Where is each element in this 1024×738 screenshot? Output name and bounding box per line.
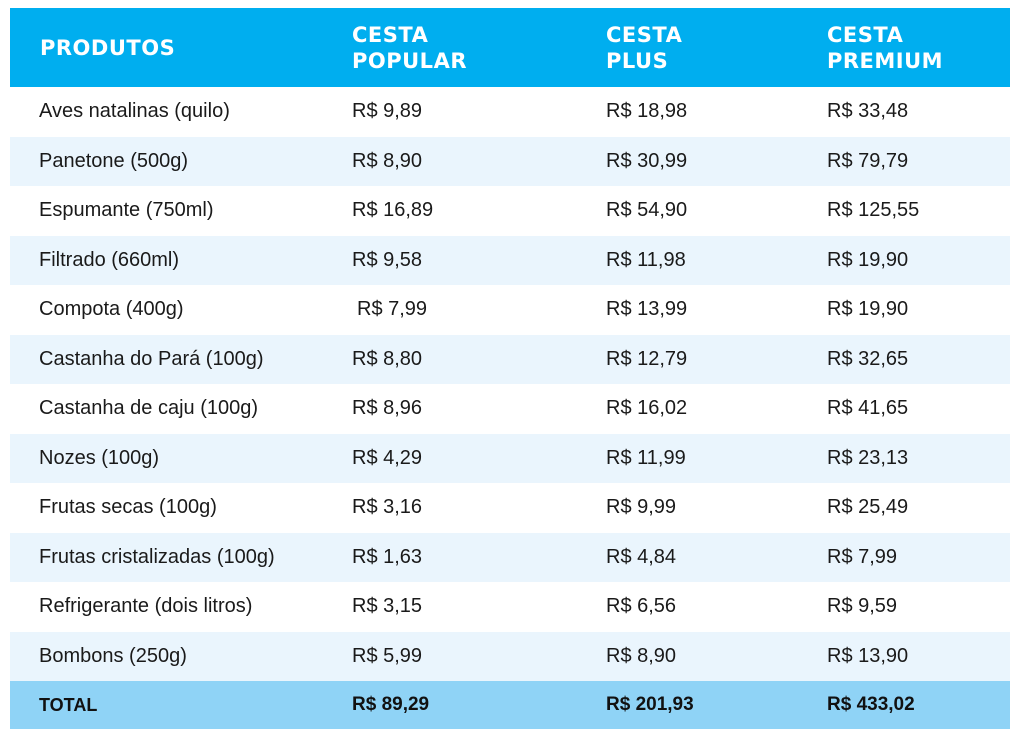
price-popular: R$ 8,96: [352, 384, 606, 434]
product-name: Frutas secas (100g): [10, 483, 352, 533]
product-name: Filtrado (660ml): [10, 236, 352, 286]
price-premium: R$ 13,90: [827, 632, 1010, 682]
price-plus: R$ 11,99: [606, 434, 827, 484]
price-popular: R$ 3,16: [352, 483, 606, 533]
price-plus: R$ 16,02: [606, 384, 827, 434]
price-premium: R$ 23,13: [827, 434, 1010, 484]
price-premium: R$ 125,55: [827, 186, 1010, 236]
price-plus: R$ 54,90: [606, 186, 827, 236]
price-premium: R$ 7,99: [827, 533, 1010, 583]
total-popular: R$ 89,29: [352, 681, 606, 729]
table-row: [10, 285, 1010, 335]
price-plus: R$ 30,99: [606, 137, 827, 187]
price-popular: R$ 1,63: [352, 533, 606, 583]
price-premium: R$ 41,65: [827, 384, 1010, 434]
total-label: TOTAL: [10, 681, 352, 729]
product-name: Aves natalinas (quilo): [10, 87, 352, 137]
price-popular: R$ 7,99: [352, 285, 606, 335]
header-cesta-popular: [352, 8, 606, 87]
price-popular: R$ 4,29: [352, 434, 606, 484]
table-row: [10, 236, 1010, 286]
total-premium: R$ 433,02: [827, 681, 1010, 729]
price-premium: R$ 9,59: [827, 582, 1010, 632]
price-premium: R$ 19,90: [827, 236, 1010, 286]
product-name: Castanha do Pará (100g): [10, 335, 352, 385]
total-row: [10, 681, 1010, 729]
price-premium: R$ 79,79: [827, 137, 1010, 187]
price-premium: R$ 32,65: [827, 335, 1010, 385]
total-plus: R$ 201,93: [606, 681, 827, 729]
table-footer: [10, 681, 1010, 729]
price-premium: R$ 25,49: [827, 483, 1010, 533]
table-body: [10, 87, 1010, 681]
product-name: Bombons (250g): [10, 632, 352, 682]
table-row: [10, 137, 1010, 187]
product-name: Refrigerante (dois litros): [10, 582, 352, 632]
price-plus: R$ 13,99: [606, 285, 827, 335]
price-popular: R$ 3,15: [352, 582, 606, 632]
header-cesta-plus-line1: CESTA: [606, 22, 683, 47]
price-comparison-table: [10, 8, 1010, 729]
price-table-container: [10, 8, 1010, 729]
product-name: Espumante (750ml): [10, 186, 352, 236]
header-cesta-premium: [827, 8, 1010, 87]
table-row: [10, 384, 1010, 434]
product-name: Compota (400g): [10, 285, 352, 335]
price-plus: R$ 6,56: [606, 582, 827, 632]
table-row: [10, 582, 1010, 632]
table-row: [10, 483, 1010, 533]
header-cesta-plus-line2: PLUS: [606, 48, 669, 73]
price-plus: R$ 4,84: [606, 533, 827, 583]
table-row: [10, 533, 1010, 583]
price-plus: R$ 18,98: [606, 87, 827, 137]
price-plus: R$ 8,90: [606, 632, 827, 682]
table-row: [10, 434, 1010, 484]
price-popular: R$ 8,80: [352, 335, 606, 385]
header-produtos-label: PRODUTOS: [40, 35, 176, 60]
table-header: [10, 8, 1010, 87]
product-name: Nozes (100g): [10, 434, 352, 484]
header-cesta-premium-line1: CESTA: [827, 22, 904, 47]
table-row: [10, 186, 1010, 236]
product-name: Frutas cristalizadas (100g): [10, 533, 352, 583]
price-popular: R$ 16,89: [352, 186, 606, 236]
header-cesta-premium-line2: PREMIUM: [827, 48, 944, 73]
table-row: [10, 335, 1010, 385]
header-row: [10, 8, 1010, 87]
price-popular: R$ 8,90: [352, 137, 606, 187]
header-cesta-plus: [606, 8, 827, 87]
table-row: [10, 632, 1010, 682]
price-plus: R$ 9,99: [606, 483, 827, 533]
price-popular: R$ 9,89: [352, 87, 606, 137]
header-cesta-popular-line2: POPULAR: [352, 48, 467, 73]
price-popular: R$ 5,99: [352, 632, 606, 682]
price-premium: R$ 19,90: [827, 285, 1010, 335]
price-popular: R$ 9,58: [352, 236, 606, 286]
price-premium: R$ 33,48: [827, 87, 1010, 137]
product-name: Panetone (500g): [10, 137, 352, 187]
header-produtos: [10, 8, 352, 87]
header-cesta-popular-line1: CESTA: [352, 22, 429, 47]
table-row: [10, 87, 1010, 137]
price-plus: R$ 11,98: [606, 236, 827, 286]
product-name: Castanha de caju (100g): [10, 384, 352, 434]
price-plus: R$ 12,79: [606, 335, 827, 385]
